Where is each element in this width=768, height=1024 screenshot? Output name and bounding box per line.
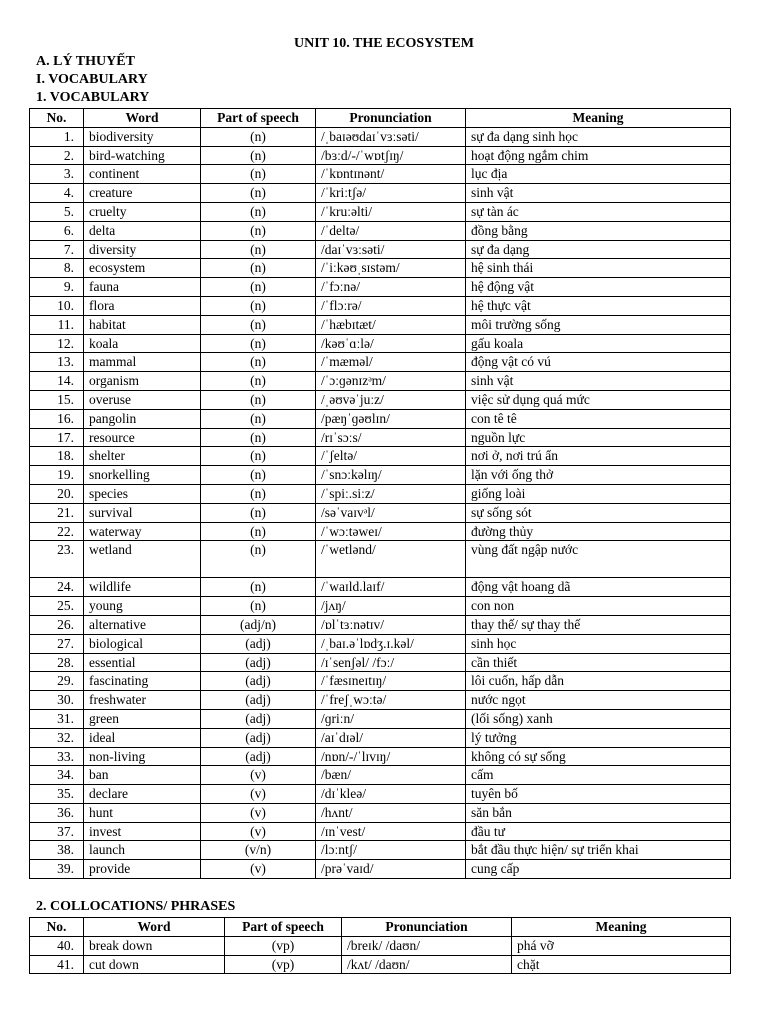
part-of-speech-cell: (n) <box>201 315 316 334</box>
number-cell: 39. <box>30 860 84 879</box>
table-row <box>30 184 731 203</box>
word-cell: launch <box>84 841 201 860</box>
table-row <box>30 578 731 597</box>
number-cell: 11. <box>30 315 84 334</box>
pronunciation-cell: /ˈfɔːnə/ <box>316 278 466 297</box>
part-of-speech-cell: (n) <box>201 484 316 503</box>
table-row <box>30 390 731 409</box>
part-of-speech-cell: (v) <box>201 822 316 841</box>
number-cell: 34. <box>30 766 84 785</box>
meaning-cell: việc sử dụng quá mức <box>466 390 731 409</box>
pronunciation-cell: /ˌbaɪəʊdaɪˈvɜːsəti/ <box>316 127 466 146</box>
word-cell: overuse <box>84 390 201 409</box>
part-of-speech-cell: (vp) <box>225 955 342 974</box>
table-header-row <box>30 109 731 128</box>
part-of-speech-cell: (n) <box>201 240 316 259</box>
part-of-speech-cell: (adj) <box>201 728 316 747</box>
word-cell: young <box>84 597 201 616</box>
meaning-cell: cung cấp <box>466 860 731 879</box>
meaning-cell: cần thiết <box>466 653 731 672</box>
word-cell: ban <box>84 766 201 785</box>
part-of-speech-cell: (adj) <box>201 672 316 691</box>
table-row <box>30 447 731 466</box>
meaning-cell: động vật có vú <box>466 353 731 372</box>
meaning-cell: sự đa dạng sinh học <box>466 127 731 146</box>
part-of-speech-cell: (n) <box>201 146 316 165</box>
table-row <box>30 653 731 672</box>
table-row <box>30 747 731 766</box>
word-cell: delta <box>84 221 201 240</box>
meaning-cell: săn bắn <box>466 803 731 822</box>
pronunciation-cell: /bæn/ <box>316 766 466 785</box>
number-cell: 31. <box>30 709 84 728</box>
number-cell: 21. <box>30 503 84 522</box>
pronunciation-cell: /ˌbaɪ.əˈlɒdʒ.ɪ.kəl/ <box>316 634 466 653</box>
number-cell: 38. <box>30 841 84 860</box>
table-row <box>30 860 731 879</box>
subsection-heading-collocations: 2. COLLOCATIONS/ PHRASES <box>36 899 236 914</box>
pronunciation-cell: /lɔːntʃ/ <box>316 841 466 860</box>
number-cell: 1. <box>30 127 84 146</box>
pronunciation-cell: /ˈwɔːtəweɪ/ <box>316 522 466 541</box>
table-row <box>30 691 731 710</box>
part-of-speech-cell: (n) <box>201 296 316 315</box>
word-cell: flora <box>84 296 201 315</box>
meaning-cell: chặt <box>512 955 731 974</box>
table-row <box>30 672 731 691</box>
pronunciation-cell: /ˈmæməl/ <box>316 353 466 372</box>
table-row <box>30 615 731 634</box>
pronunciation-cell: /ˈflɔːrə/ <box>316 296 466 315</box>
part-of-speech-cell: (adj/n) <box>201 615 316 634</box>
part-of-speech-cell: (n) <box>201 278 316 297</box>
meaning-cell: nước ngọt <box>466 691 731 710</box>
part-of-speech-cell: (n) <box>201 578 316 597</box>
part-of-speech-cell: (vp) <box>225 936 342 955</box>
number-cell: 10. <box>30 296 84 315</box>
word-cell: green <box>84 709 201 728</box>
pronunciation-cell: /ˈwaɪld.laɪf/ <box>316 578 466 597</box>
table-row <box>30 334 731 353</box>
number-cell: 19. <box>30 466 84 485</box>
part-of-speech-cell: (n) <box>201 372 316 391</box>
pronunciation-cell: /nɒn/-/ˈlɪvɪŋ/ <box>316 747 466 766</box>
word-cell: koala <box>84 334 201 353</box>
table-row <box>30 278 731 297</box>
word-cell: biodiversity <box>84 127 201 146</box>
meaning-cell: đồng bằng <box>466 221 731 240</box>
table-row <box>30 709 731 728</box>
part-of-speech-cell: (n) <box>201 165 316 184</box>
meaning-cell: cấm <box>466 766 731 785</box>
part-of-speech-cell: (n) <box>201 334 316 353</box>
pronunciation-cell: /ɒlˈtɜːnətɪv/ <box>316 615 466 634</box>
table-row <box>30 634 731 653</box>
pronunciation-cell: /ˈkruːəlti/ <box>316 202 466 221</box>
part-of-speech-cell: (n) <box>201 503 316 522</box>
number-cell: 40. <box>30 936 84 955</box>
meaning-cell: (lối sống) xanh <box>466 709 731 728</box>
pronunciation-cell: /ˈkɒntɪnənt/ <box>316 165 466 184</box>
meaning-cell: giống loài <box>466 484 731 503</box>
part-of-speech-cell: (n) <box>201 409 316 428</box>
meaning-cell: không có sự sống <box>466 747 731 766</box>
part-of-speech-cell: (adj) <box>201 747 316 766</box>
number-cell: 20. <box>30 484 84 503</box>
pronunciation-cell: /ˈhæbɪtæt/ <box>316 315 466 334</box>
meaning-cell: sự sống sót <box>466 503 731 522</box>
word-cell: wildlife <box>84 578 201 597</box>
column-header-pronunciation: Pronunciation <box>342 918 512 937</box>
column-header-part-of-speech: Part of speech <box>201 109 316 128</box>
word-cell: species <box>84 484 201 503</box>
table-row <box>30 315 731 334</box>
table-row <box>30 259 731 278</box>
number-cell: 41. <box>30 955 84 974</box>
part-of-speech-cell: (n) <box>201 259 316 278</box>
pronunciation-cell: /ˌəʊvəˈjuːz/ <box>316 390 466 409</box>
pronunciation-cell: /prəˈvaɪd/ <box>316 860 466 879</box>
meaning-cell: môi trường sống <box>466 315 731 334</box>
table-row <box>30 240 731 259</box>
pronunciation-cell: /səˈvaɪvᵊl/ <box>316 503 466 522</box>
table-row <box>30 541 731 578</box>
pronunciation-cell: /dɪˈkleə/ <box>316 785 466 804</box>
meaning-cell: lặn với ống thở <box>466 466 731 485</box>
table-row <box>30 785 731 804</box>
word-cell: diversity <box>84 240 201 259</box>
subsection-heading-vocabulary: 1. VOCABULARY <box>36 90 150 105</box>
meaning-cell: động vật hoang dã <box>466 578 731 597</box>
section-heading-theory: A. LÝ THUYẾT <box>36 54 135 69</box>
word-cell: survival <box>84 503 201 522</box>
part-of-speech-cell: (adj) <box>201 691 316 710</box>
word-cell: habitat <box>84 315 201 334</box>
word-cell: organism <box>84 372 201 391</box>
number-cell: 5. <box>30 202 84 221</box>
pronunciation-cell: /ɪnˈvest/ <box>316 822 466 841</box>
part-of-speech-cell: (n) <box>201 353 316 372</box>
part-of-speech-cell: (v) <box>201 860 316 879</box>
word-cell: continent <box>84 165 201 184</box>
number-cell: 25. <box>30 597 84 616</box>
pronunciation-cell: /ˈɔːɡənɪzᵊm/ <box>316 372 466 391</box>
word-cell: shelter <box>84 447 201 466</box>
number-cell: 35. <box>30 785 84 804</box>
word-cell: resource <box>84 428 201 447</box>
number-cell: 16. <box>30 409 84 428</box>
word-cell: waterway <box>84 522 201 541</box>
number-cell: 23. <box>30 541 84 578</box>
table-row <box>30 822 731 841</box>
number-cell: 18. <box>30 447 84 466</box>
number-cell: 33. <box>30 747 84 766</box>
column-header-meaning: Meaning <box>466 109 731 128</box>
meaning-cell: phá vỡ <box>512 936 731 955</box>
number-cell: 13. <box>30 353 84 372</box>
word-cell: ecosystem <box>84 259 201 278</box>
pronunciation-cell: /jʌŋ/ <box>316 597 466 616</box>
number-cell: 37. <box>30 822 84 841</box>
word-cell: provide <box>84 860 201 879</box>
table-row <box>30 127 731 146</box>
table-row <box>30 522 731 541</box>
meaning-cell: sinh vật <box>466 184 731 203</box>
part-of-speech-cell: (n) <box>201 522 316 541</box>
word-cell: declare <box>84 785 201 804</box>
pronunciation-cell: /ˈspiː.siːz/ <box>316 484 466 503</box>
meaning-cell: nơi ở, nơi trú ẩn <box>466 447 731 466</box>
word-cell: freshwater <box>84 691 201 710</box>
meaning-cell: nguồn lực <box>466 428 731 447</box>
number-cell: 9. <box>30 278 84 297</box>
pronunciation-cell: /ˈkriːtʃə/ <box>316 184 466 203</box>
table-row <box>30 466 731 485</box>
pronunciation-cell: /breɪk/ /daʊn/ <box>342 936 512 955</box>
table-row <box>30 728 731 747</box>
column-header-word: Word <box>84 918 225 937</box>
number-cell: 24. <box>30 578 84 597</box>
pronunciation-cell: /ˈsnɔːkəlɪŋ/ <box>316 466 466 485</box>
word-cell: break down <box>84 936 225 955</box>
word-cell: biological <box>84 634 201 653</box>
meaning-cell: sự tàn ác <box>466 202 731 221</box>
table-row <box>30 202 731 221</box>
word-cell: fauna <box>84 278 201 297</box>
meaning-cell: sự đa dạng <box>466 240 731 259</box>
pronunciation-cell: /bɜːd/-/ˈwɒtʃɪŋ/ <box>316 146 466 165</box>
meaning-cell: con tê tê <box>466 409 731 428</box>
part-of-speech-cell: (v) <box>201 785 316 804</box>
pronunciation-cell: /ɡriːn/ <box>316 709 466 728</box>
meaning-cell: lý tưởng <box>466 728 731 747</box>
word-cell: snorkelling <box>84 466 201 485</box>
pronunciation-cell: /ˈfæsɪneɪtɪŋ/ <box>316 672 466 691</box>
part-of-speech-cell: (v) <box>201 803 316 822</box>
table-row <box>30 803 731 822</box>
word-cell: fascinating <box>84 672 201 691</box>
word-cell: ideal <box>84 728 201 747</box>
part-of-speech-cell: (n) <box>201 127 316 146</box>
word-cell: mammal <box>84 353 201 372</box>
number-cell: 27. <box>30 634 84 653</box>
meaning-cell: hệ động vật <box>466 278 731 297</box>
word-cell: cut down <box>84 955 225 974</box>
number-cell: 7. <box>30 240 84 259</box>
part-of-speech-cell: (n) <box>201 541 316 578</box>
number-cell: 17. <box>30 428 84 447</box>
section-heading-vocabulary: I. VOCABULARY <box>36 72 148 87</box>
word-cell: creature <box>84 184 201 203</box>
number-cell: 32. <box>30 728 84 747</box>
part-of-speech-cell: (v/n) <box>201 841 316 860</box>
word-cell: alternative <box>84 615 201 634</box>
pronunciation-cell: /ˈfreʃˌwɔːtə/ <box>316 691 466 710</box>
meaning-cell: lục địa <box>466 165 731 184</box>
pronunciation-cell: /ˈdeltə/ <box>316 221 466 240</box>
number-cell: 36. <box>30 803 84 822</box>
meaning-cell: sinh vật <box>466 372 731 391</box>
pronunciation-cell: /ˈiːkəʊˌsɪstəm/ <box>316 259 466 278</box>
part-of-speech-cell: (n) <box>201 221 316 240</box>
word-cell: non-living <box>84 747 201 766</box>
number-cell: 30. <box>30 691 84 710</box>
meaning-cell: con non <box>466 597 731 616</box>
part-of-speech-cell: (n) <box>201 390 316 409</box>
pronunciation-cell: /daɪˈvɜːsəti/ <box>316 240 466 259</box>
part-of-speech-cell: (n) <box>201 202 316 221</box>
table-row <box>30 296 731 315</box>
number-cell: 8. <box>30 259 84 278</box>
table-row <box>30 936 731 955</box>
number-cell: 29. <box>30 672 84 691</box>
word-cell: wetland <box>84 541 201 578</box>
table-row <box>30 597 731 616</box>
part-of-speech-cell: (v) <box>201 766 316 785</box>
table-row <box>30 165 731 184</box>
collocations-table <box>29 917 731 974</box>
table-row <box>30 221 731 240</box>
vocabulary-table <box>29 108 731 879</box>
number-cell: 22. <box>30 522 84 541</box>
column-header-pronunciation: Pronunciation <box>316 109 466 128</box>
meaning-cell: vùng đất ngập nước <box>466 541 731 578</box>
word-cell: essential <box>84 653 201 672</box>
word-cell: bird-watching <box>84 146 201 165</box>
word-cell: hunt <box>84 803 201 822</box>
part-of-speech-cell: (n) <box>201 184 316 203</box>
table-row <box>30 372 731 391</box>
part-of-speech-cell: (n) <box>201 466 316 485</box>
number-cell: 4. <box>30 184 84 203</box>
word-cell: pangolin <box>84 409 201 428</box>
meaning-cell: đường thủy <box>466 522 731 541</box>
table-row <box>30 484 731 503</box>
table-row <box>30 766 731 785</box>
pronunciation-cell: /ˈwetlənd/ <box>316 541 466 578</box>
number-cell: 2. <box>30 146 84 165</box>
meaning-cell: bắt đầu thực hiện/ sự triển khai <box>466 841 731 860</box>
column-header-part-of-speech: Part of speech <box>225 918 342 937</box>
number-cell: 26. <box>30 615 84 634</box>
table-row <box>30 503 731 522</box>
table-header-row <box>30 918 731 937</box>
meaning-cell: đầu tư <box>466 822 731 841</box>
pronunciation-cell: /ɪˈsenʃəl/ /fɔː/ <box>316 653 466 672</box>
word-cell: cruelty <box>84 202 201 221</box>
number-cell: 14. <box>30 372 84 391</box>
column-header-meaning: Meaning <box>512 918 731 937</box>
number-cell: 28. <box>30 653 84 672</box>
column-header-word: Word <box>84 109 201 128</box>
column-header-no: No. <box>30 109 84 128</box>
meaning-cell: gấu koala <box>466 334 731 353</box>
table-row <box>30 146 731 165</box>
pronunciation-cell: /pæŋˈɡəʊlɪn/ <box>316 409 466 428</box>
word-cell: invest <box>84 822 201 841</box>
table-row <box>30 955 731 974</box>
part-of-speech-cell: (n) <box>201 428 316 447</box>
part-of-speech-cell: (adj) <box>201 709 316 728</box>
meaning-cell: sinh học <box>466 634 731 653</box>
table-row <box>30 409 731 428</box>
number-cell: 6. <box>30 221 84 240</box>
part-of-speech-cell: (n) <box>201 597 316 616</box>
part-of-speech-cell: (n) <box>201 447 316 466</box>
table-row <box>30 428 731 447</box>
part-of-speech-cell: (adj) <box>201 653 316 672</box>
meaning-cell: tuyên bố <box>466 785 731 804</box>
number-cell: 3. <box>30 165 84 184</box>
part-of-speech-cell: (adj) <box>201 634 316 653</box>
number-cell: 12. <box>30 334 84 353</box>
meaning-cell: hệ sinh thái <box>466 259 731 278</box>
pronunciation-cell: /rɪˈsɔːs/ <box>316 428 466 447</box>
page-title: UNIT 10. THE ECOSYSTEM <box>294 36 474 51</box>
meaning-cell: hoạt động ngắm chim <box>466 146 731 165</box>
pronunciation-cell: /ˈʃeltə/ <box>316 447 466 466</box>
pronunciation-cell: /kəʊˈɑːlə/ <box>316 334 466 353</box>
meaning-cell: hệ thực vật <box>466 296 731 315</box>
meaning-cell: thay thế/ sự thay thế <box>466 615 731 634</box>
number-cell: 15. <box>30 390 84 409</box>
column-header-no: No. <box>30 918 84 937</box>
pronunciation-cell: /hʌnt/ <box>316 803 466 822</box>
table-row <box>30 353 731 372</box>
meaning-cell: lôi cuốn, hấp dẫn <box>466 672 731 691</box>
pronunciation-cell: /aɪˈdɪəl/ <box>316 728 466 747</box>
pronunciation-cell: /kʌt/ /daʊn/ <box>342 955 512 974</box>
table-row <box>30 841 731 860</box>
